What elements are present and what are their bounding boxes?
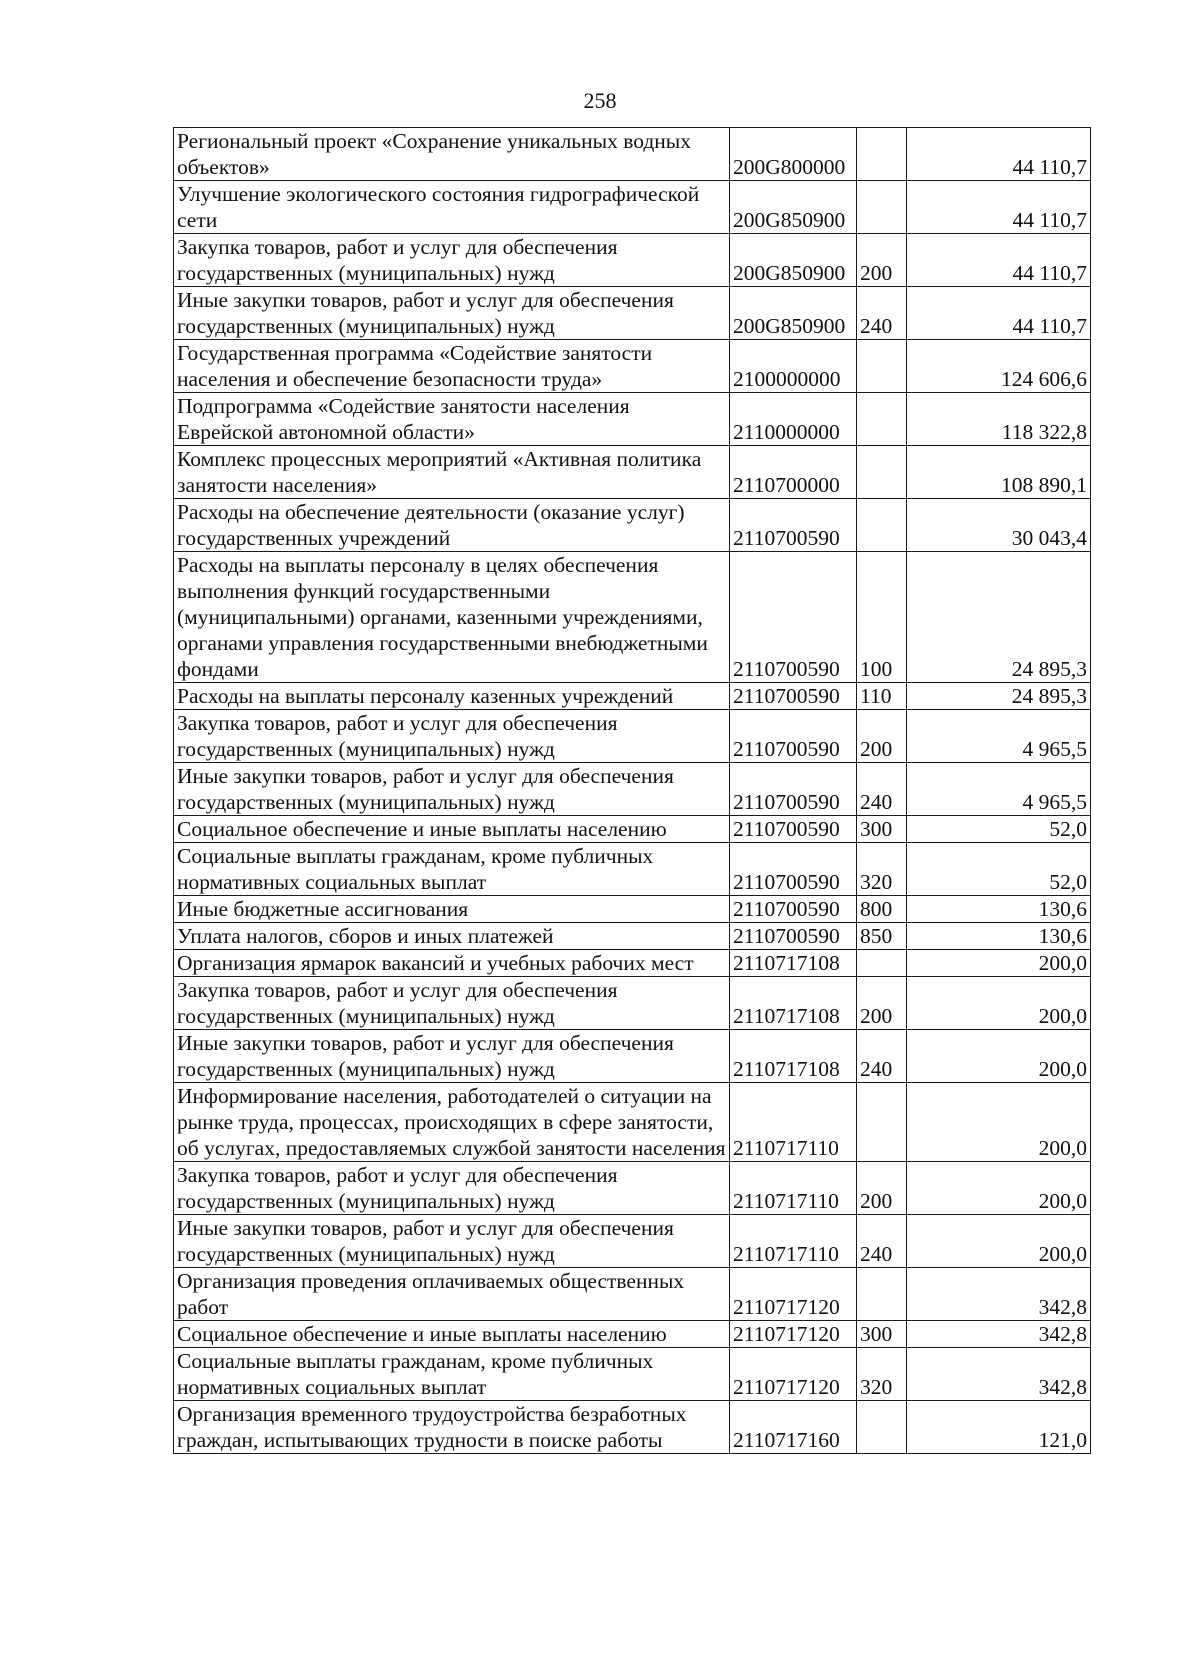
table-row bbox=[174, 1348, 1091, 1401]
budget-table bbox=[173, 127, 1091, 1454]
row-name-cell: Информирование населения, работодателей о ситуации на рынке труда, процессах, происходящих в сфере занятости, об услугах, предоставляемых службой занятости населения bbox=[174, 1083, 730, 1162]
table-row bbox=[174, 1215, 1091, 1268]
row-name-cell: Закупка товаров, работ и услуг для обеспечения государственных (муниципальных) нужд bbox=[174, 977, 730, 1030]
row-code-cell: 2110700590 bbox=[730, 843, 857, 896]
table-row bbox=[174, 1083, 1091, 1162]
row-amount-cell: 200,0 bbox=[907, 1162, 1091, 1215]
row-code-cell: 2110717110 bbox=[730, 1215, 857, 1268]
row-amount-cell: 124 606,6 bbox=[907, 340, 1091, 393]
row-code-cell: 2110717108 bbox=[730, 977, 857, 1030]
row-amount-cell: 200,0 bbox=[907, 1215, 1091, 1268]
row-amount-cell: 200,0 bbox=[907, 1083, 1091, 1162]
table-row bbox=[174, 977, 1091, 1030]
row-type-cell: 320 bbox=[857, 843, 907, 896]
row-name-cell: Расходы на выплаты персоналу в целях обеспечения выполнения функций государственными (муниципальными) органами, казенными учреждениями, органами управления государственными внебюджетными фондами bbox=[174, 552, 730, 683]
table-row bbox=[174, 1268, 1091, 1321]
table-row bbox=[174, 923, 1091, 950]
page-number: 258 bbox=[583, 88, 617, 113]
row-name-cell: Иные закупки товаров, работ и услуг для обеспечения государственных (муниципальных) нужд bbox=[174, 287, 730, 340]
table-row bbox=[174, 393, 1091, 446]
row-code-cell: 2110700590 bbox=[730, 552, 857, 683]
row-amount-cell: 4 965,5 bbox=[907, 763, 1091, 816]
row-code-cell: 200G800000 bbox=[730, 128, 857, 181]
row-amount-cell: 200,0 bbox=[907, 1030, 1091, 1083]
row-amount-cell: 44 110,7 bbox=[907, 287, 1091, 340]
row-name-cell: Уплата налогов, сборов и иных платежей bbox=[174, 923, 730, 950]
row-code-cell: 2110700590 bbox=[730, 896, 857, 923]
table-row bbox=[174, 552, 1091, 683]
row-amount-cell: 200,0 bbox=[907, 950, 1091, 977]
row-type-cell bbox=[857, 446, 907, 499]
table-row bbox=[174, 950, 1091, 977]
row-type-cell: 240 bbox=[857, 1215, 907, 1268]
row-type-cell: 800 bbox=[857, 896, 907, 923]
row-code-cell: 2110700590 bbox=[730, 763, 857, 816]
row-type-cell: 200 bbox=[857, 234, 907, 287]
row-code-cell: 2100000000 bbox=[730, 340, 857, 393]
row-name-cell: Региональный проект «Сохранение уникальных водных объектов» bbox=[174, 128, 730, 181]
row-type-cell: 300 bbox=[857, 1321, 907, 1348]
table-row bbox=[174, 1321, 1091, 1348]
row-amount-cell: 118 322,8 bbox=[907, 393, 1091, 446]
table-row bbox=[174, 446, 1091, 499]
row-amount-cell: 108 890,1 bbox=[907, 446, 1091, 499]
row-amount-cell: 24 895,3 bbox=[907, 552, 1091, 683]
row-amount-cell: 44 110,7 bbox=[907, 128, 1091, 181]
table-row bbox=[174, 181, 1091, 234]
row-type-cell bbox=[857, 181, 907, 234]
row-amount-cell: 342,8 bbox=[907, 1268, 1091, 1321]
row-code-cell: 2110717120 bbox=[730, 1268, 857, 1321]
row-name-cell: Организация проведения оплачиваемых общественных работ bbox=[174, 1268, 730, 1321]
table-row bbox=[174, 710, 1091, 763]
budget-table-body bbox=[174, 128, 1091, 1454]
row-amount-cell: 4 965,5 bbox=[907, 710, 1091, 763]
row-code-cell: 2110700000 bbox=[730, 446, 857, 499]
row-name-cell: Социальные выплаты гражданам, кроме публичных нормативных социальных выплат bbox=[174, 1348, 730, 1401]
row-amount-cell: 52,0 bbox=[907, 816, 1091, 843]
row-name-cell: Иные закупки товаров, работ и услуг для обеспечения государственных (муниципальных) нужд bbox=[174, 763, 730, 816]
table-row bbox=[174, 1162, 1091, 1215]
row-code-cell: 2110700590 bbox=[730, 683, 857, 710]
row-type-cell: 300 bbox=[857, 816, 907, 843]
row-code-cell: 2110717108 bbox=[730, 1030, 857, 1083]
row-code-cell: 200G850900 bbox=[730, 234, 857, 287]
row-type-cell: 240 bbox=[857, 763, 907, 816]
row-type-cell bbox=[857, 1268, 907, 1321]
row-type-cell: 100 bbox=[857, 552, 907, 683]
row-amount-cell: 52,0 bbox=[907, 843, 1091, 896]
row-name-cell: Иные закупки товаров, работ и услуг для обеспечения государственных (муниципальных) нужд bbox=[174, 1215, 730, 1268]
row-amount-cell: 30 043,4 bbox=[907, 499, 1091, 552]
row-name-cell: Комплекс процессных мероприятий «Активная политика занятости населения» bbox=[174, 446, 730, 499]
row-name-cell: Государственная программа «Содействие занятости населения и обеспечение безопасности труда» bbox=[174, 340, 730, 393]
row-type-cell bbox=[857, 340, 907, 393]
row-code-cell: 2110700590 bbox=[730, 816, 857, 843]
row-type-cell: 110 bbox=[857, 683, 907, 710]
row-code-cell: 2110717108 bbox=[730, 950, 857, 977]
row-name-cell: Социальное обеспечение и иные выплаты населению bbox=[174, 1321, 730, 1348]
row-name-cell: Социальные выплаты гражданам, кроме публичных нормативных социальных выплат bbox=[174, 843, 730, 896]
table-row bbox=[174, 234, 1091, 287]
row-code-cell: 2110717110 bbox=[730, 1162, 857, 1215]
row-name-cell: Расходы на выплаты персоналу казенных учреждений bbox=[174, 683, 730, 710]
row-amount-cell: 121,0 bbox=[907, 1401, 1091, 1454]
row-code-cell: 2110700590 bbox=[730, 710, 857, 763]
row-type-cell bbox=[857, 499, 907, 552]
row-name-cell: Расходы на обеспечение деятельности (оказание услуг) государственных учреждений bbox=[174, 499, 730, 552]
row-amount-cell: 24 895,3 bbox=[907, 683, 1091, 710]
row-type-cell: 200 bbox=[857, 977, 907, 1030]
row-code-cell: 2110717120 bbox=[730, 1348, 857, 1401]
row-type-cell: 240 bbox=[857, 1030, 907, 1083]
row-name-cell: Улучшение экологического состояния гидрографической сети bbox=[174, 181, 730, 234]
row-code-cell: 2110717110 bbox=[730, 1083, 857, 1162]
table-row bbox=[174, 1401, 1091, 1454]
table-row bbox=[174, 843, 1091, 896]
row-code-cell: 2110000000 bbox=[730, 393, 857, 446]
row-amount-cell: 200,0 bbox=[907, 977, 1091, 1030]
table-row bbox=[174, 763, 1091, 816]
row-code-cell: 2110700590 bbox=[730, 499, 857, 552]
row-amount-cell: 130,6 bbox=[907, 896, 1091, 923]
row-name-cell: Организация временного трудоустройства безработных граждан, испытывающих трудности в поиске работы bbox=[174, 1401, 730, 1454]
table-row bbox=[174, 499, 1091, 552]
row-name-cell: Иные закупки товаров, работ и услуг для обеспечения государственных (муниципальных) нужд bbox=[174, 1030, 730, 1083]
row-code-cell: 200G850900 bbox=[730, 181, 857, 234]
row-code-cell: 2110700590 bbox=[730, 923, 857, 950]
row-code-cell: 2110717160 bbox=[730, 1401, 857, 1454]
row-type-cell bbox=[857, 1401, 907, 1454]
table-row bbox=[174, 816, 1091, 843]
row-type-cell bbox=[857, 393, 907, 446]
row-amount-cell: 44 110,7 bbox=[907, 181, 1091, 234]
row-name-cell: Закупка товаров, работ и услуг для обеспечения государственных (муниципальных) нужд bbox=[174, 1162, 730, 1215]
row-name-cell: Иные бюджетные ассигнования bbox=[174, 896, 730, 923]
row-type-cell: 200 bbox=[857, 710, 907, 763]
row-type-cell: 850 bbox=[857, 923, 907, 950]
row-type-cell bbox=[857, 128, 907, 181]
row-name-cell: Социальное обеспечение и иные выплаты населению bbox=[174, 816, 730, 843]
row-type-cell: 200 bbox=[857, 1162, 907, 1215]
row-code-cell: 200G850900 bbox=[730, 287, 857, 340]
table-row bbox=[174, 287, 1091, 340]
row-amount-cell: 44 110,7 bbox=[907, 234, 1091, 287]
table-row bbox=[174, 1030, 1091, 1083]
row-amount-cell: 342,8 bbox=[907, 1321, 1091, 1348]
row-name-cell: Закупка товаров, работ и услуг для обеспечения государственных (муниципальных) нужд bbox=[174, 710, 730, 763]
row-name-cell: Закупка товаров, работ и услуг для обеспечения государственных (муниципальных) нужд bbox=[174, 234, 730, 287]
table-row bbox=[174, 896, 1091, 923]
row-name-cell: Подпрограмма «Содействие занятости населения Еврейской автономной области» bbox=[174, 393, 730, 446]
row-code-cell: 2110717120 bbox=[730, 1321, 857, 1348]
row-amount-cell: 342,8 bbox=[907, 1348, 1091, 1401]
table-row bbox=[174, 683, 1091, 710]
table-row bbox=[174, 340, 1091, 393]
row-name-cell: Организация ярмарок вакансий и учебных рабочих мест bbox=[174, 950, 730, 977]
row-type-cell bbox=[857, 1083, 907, 1162]
row-type-cell bbox=[857, 950, 907, 977]
row-type-cell: 240 bbox=[857, 287, 907, 340]
row-amount-cell: 130,6 bbox=[907, 923, 1091, 950]
row-type-cell: 320 bbox=[857, 1348, 907, 1401]
table-row bbox=[174, 128, 1091, 181]
